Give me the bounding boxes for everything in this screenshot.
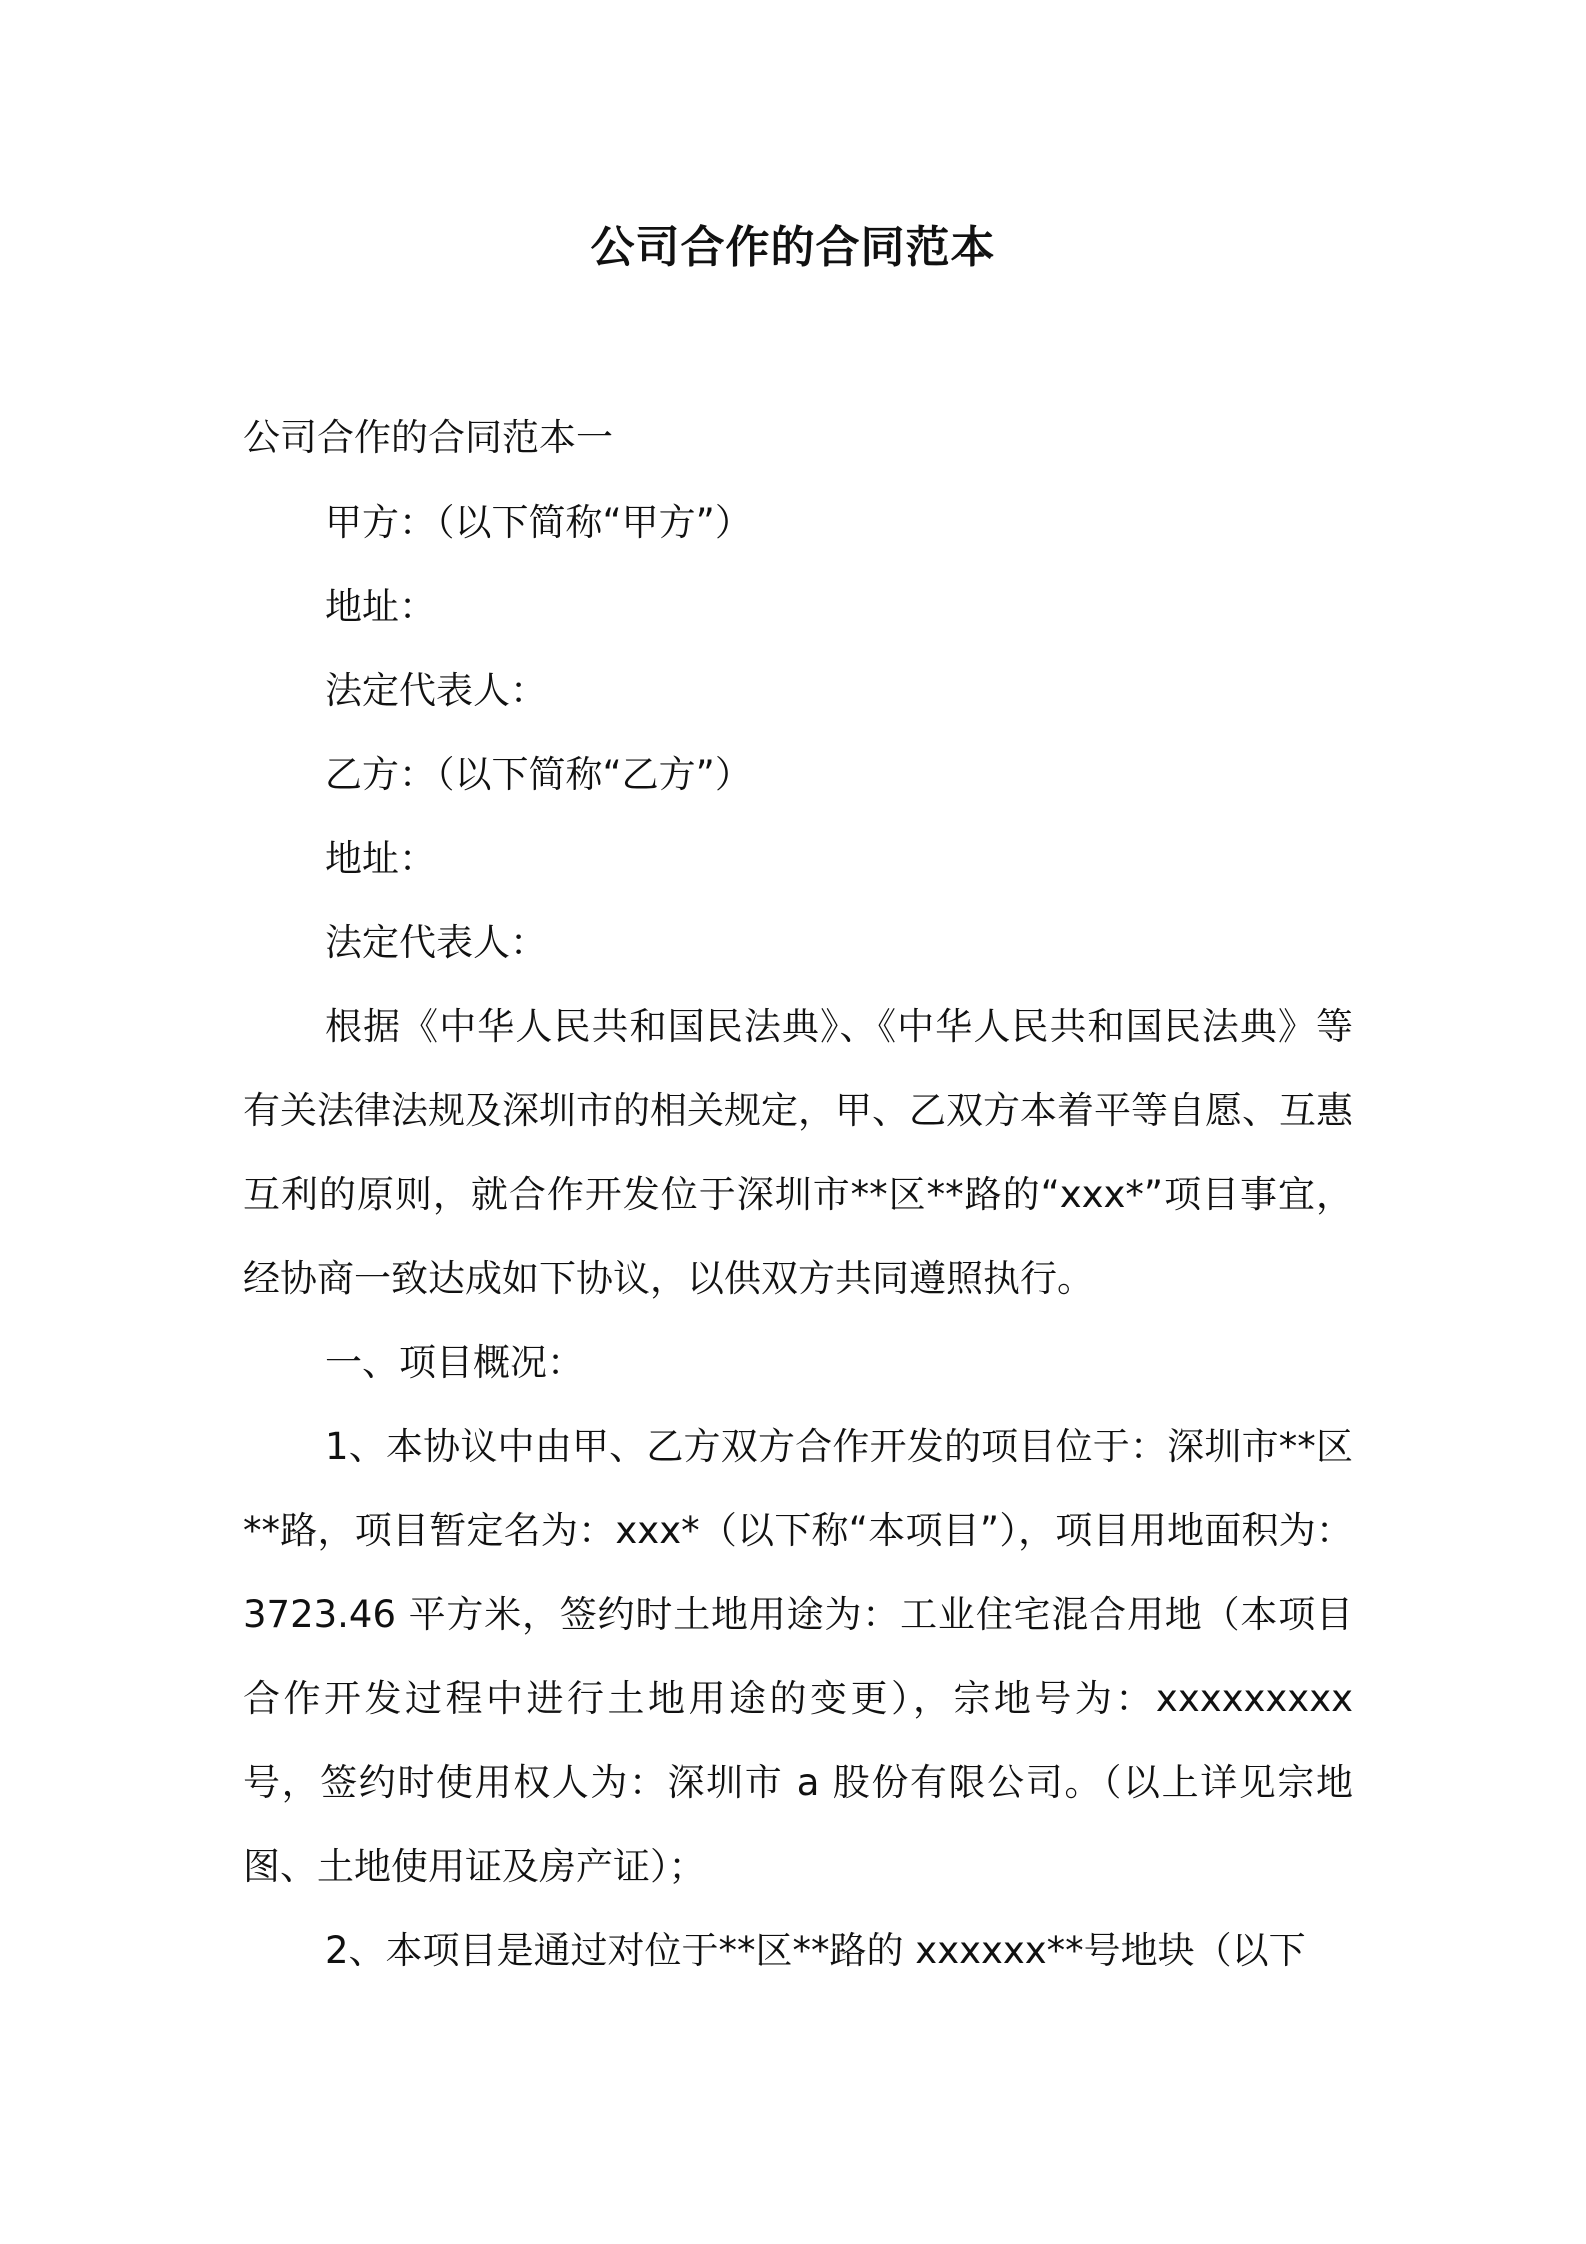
party-b-representative-line: 法定代表人：: [325, 921, 547, 964]
party-b-line: 乙方：（以下简称“乙方”）: [325, 753, 752, 796]
overview-item-1: 1、本协议中由甲、乙方双方合作开发的项目位于：深圳市**区**路，项目暂定名为：xxx*（以下称“本项目”），项目用地面积为：3723.46 平方米，签约时土地用途为：工业住宅混合用地（本项目合作开发过程中进行土地用途的变更），宗地号为：xxxxxxxxx 号，签约时使用权人为：深圳市 a 股份有限公司。（以上详见宗地图、土地使用证及房产证）；: [243, 1425, 1353, 1888]
section-heading: 公司合作的合同范本一: [243, 416, 613, 459]
document-title: 公司合作的合同范本: [590, 222, 996, 273]
party-a-address-line: 地址：: [325, 585, 436, 628]
party-a-representative-line: 法定代表人：: [325, 669, 547, 712]
overview-item-2: 2、本项目是通过对位于**区**路的 xxxxxx**号地块（以下: [325, 1929, 1306, 1972]
party-a-line: 甲方：（以下简称“甲方”）: [325, 501, 752, 544]
party-b-address-line: 地址：: [325, 837, 436, 880]
overview-heading: 一、项目概况：: [325, 1341, 584, 1384]
preamble-paragraph: 根据《中华人民共和国民法典》、《中华人民共和国民法典》等有关法律法规及深圳市的相关规定，甲、乙双方本着平等自愿、互惠互利的原则，就合作开发位于深圳市**区**路的“xxx*”项目事宜，经协商一致达成如下协议，以供双方共同遵照执行。: [243, 1005, 1353, 1300]
